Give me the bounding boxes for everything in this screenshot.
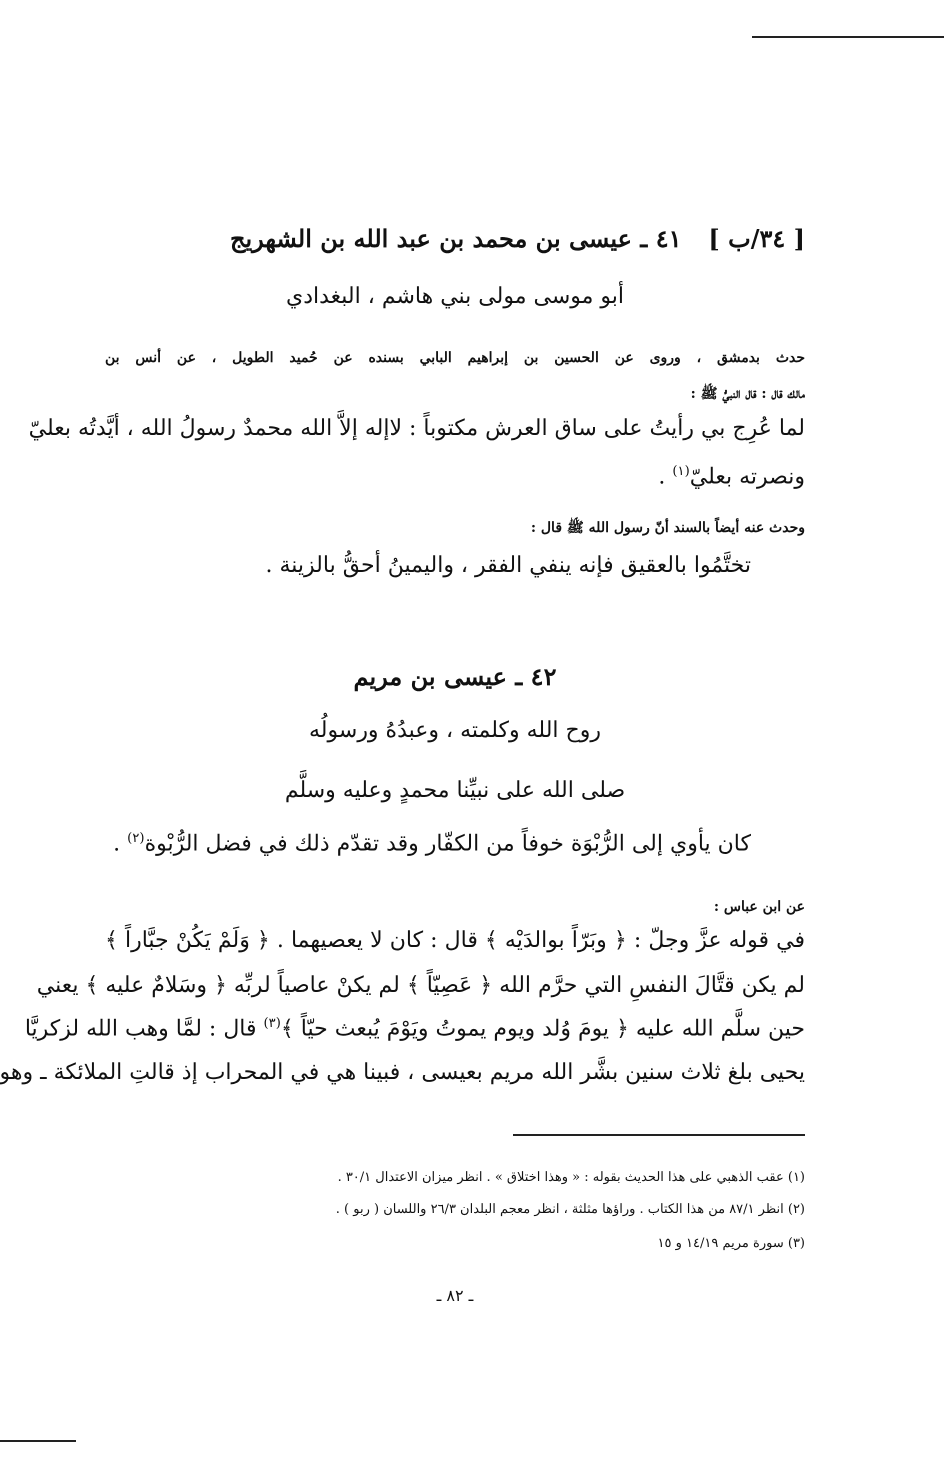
footnote-1: (١) عقب الذهبي على هذا الحديث بقوله : « وهذا اختلاق » . انظر ميزان الاعتدال ٣٠/١ .: [337, 1170, 805, 1185]
footnote-ref-3: (٣): [263, 1016, 281, 1031]
entry-42-title: ٤٢ ـ عيسى بن مريم: [353, 662, 557, 691]
hadith-1-end: .: [658, 464, 673, 490]
footnote-ref-1: (١): [672, 464, 690, 479]
hadith-1-line-2: [105, 464, 805, 489]
isnad-2-text: وحدث عنه أيضاً بالسند أنّ رسول الله ﷺ قال :: [530, 520, 805, 536]
hadith-2: تختَّمُوا بالعقيق فإنه ينفي الفقر ، واليمينُ أحقُّ بالزينة .: [265, 553, 751, 578]
isnad-line-2: مالك قال : قال النبيُّ ﷺ :: [690, 386, 805, 402]
paragraph-line-4: يحيى بلغ ثلاث سنين بشَّر الله مريم بعيسى ، فبينا هي في المحراب إذ قالتِ الملائكة ـ وهو: [0, 1060, 805, 1085]
entry-42-praise-2: صلى الله على نبيِّنا محمدٍ وعليه وسلَّم: [284, 778, 626, 803]
rabwa-line: [105, 831, 805, 856]
hadith-1-line-1: لما عُرِج بي رأيتُ على ساق العرش مكتوباً : لاإله إلاَّ الله محمدٌ رسولُ الله ، أيَّدتُه بعليّ: [28, 416, 805, 441]
footnote-ref-2: (٢): [127, 831, 145, 846]
footnote-2: (٢) انظر ٨٧/١ من هذا الكتاب . وراؤها مثلثة ، انظر معجم البلدان ٢٦/٣ واللسان ( ربو ) .: [335, 1202, 805, 1217]
page-number: ـ ٨٢ ـ: [436, 1286, 474, 1305]
footnote-separator: [513, 1134, 805, 1136]
footnote-3: (٣) سورة مريم ١٤/١٩ و ١٥: [657, 1236, 805, 1251]
paragraph-line-3-a: حين سلَّم الله عليه ﴿ يومَ وُلد ويوم يموتُ ويَوْمَ يُبعث حيّاً ﴾: [280, 1016, 805, 1042]
paragraph-line-3: [24, 1016, 805, 1042]
hadith-1-text: ونصرته بعليّ: [689, 464, 805, 490]
paragraph-line-1: في قوله عزَّ وجلّ : ﴿ وبَرّاً بوالدَيْه ﴾ قال : كان لا يعصيهما . ﴿ وَلَمْ يَكُنْ جبَّاراً ﴾: [105, 928, 805, 953]
rabwa-end: .: [113, 831, 128, 857]
rabwa-text: كان يأوي إلى الرُّبْوَة خوفاً من الكفّار وقد تقدّم ذلك في فضل الرُّبْوة: [144, 831, 751, 857]
bottom-rule: [0, 1440, 76, 1442]
paragraph-line-2: لم يكن قتَّالَ النفسِ التي حرَّم الله ﴿ عَصِيّاً ﴾ لم يكنْ عاصياً لربِّه ﴿ وسَلامٌ عليه ﴾ يعني: [36, 973, 805, 998]
isnad-line-1: حدث بدمشق ، وروى عن الحسين بن إبراهيم البابي بسنده عن حُميد الطويل ، عن أنس بن: [105, 350, 805, 366]
isnad-line-3: [105, 519, 805, 539]
ibn-abbas-label: عن ابن عباس :: [713, 899, 805, 915]
entry-41-subtitle: أبو موسى مولى بني هاشم ، البغدادي: [286, 284, 624, 309]
entry-41-heading-row: [105, 224, 805, 253]
entry-42-praise-1: روح الله وكلمته ، وعبدُهُ ورسولُه: [309, 718, 601, 743]
paragraph-line-3-b: قال : لمَّا وهب الله لزكريَّا: [24, 1016, 264, 1042]
entry-41-title: ٤١ ـ عيسى بن محمد بن عبد الله بن الشهريج: [230, 224, 682, 253]
folio-marker: [ ٣٤/ب ]: [708, 224, 805, 253]
